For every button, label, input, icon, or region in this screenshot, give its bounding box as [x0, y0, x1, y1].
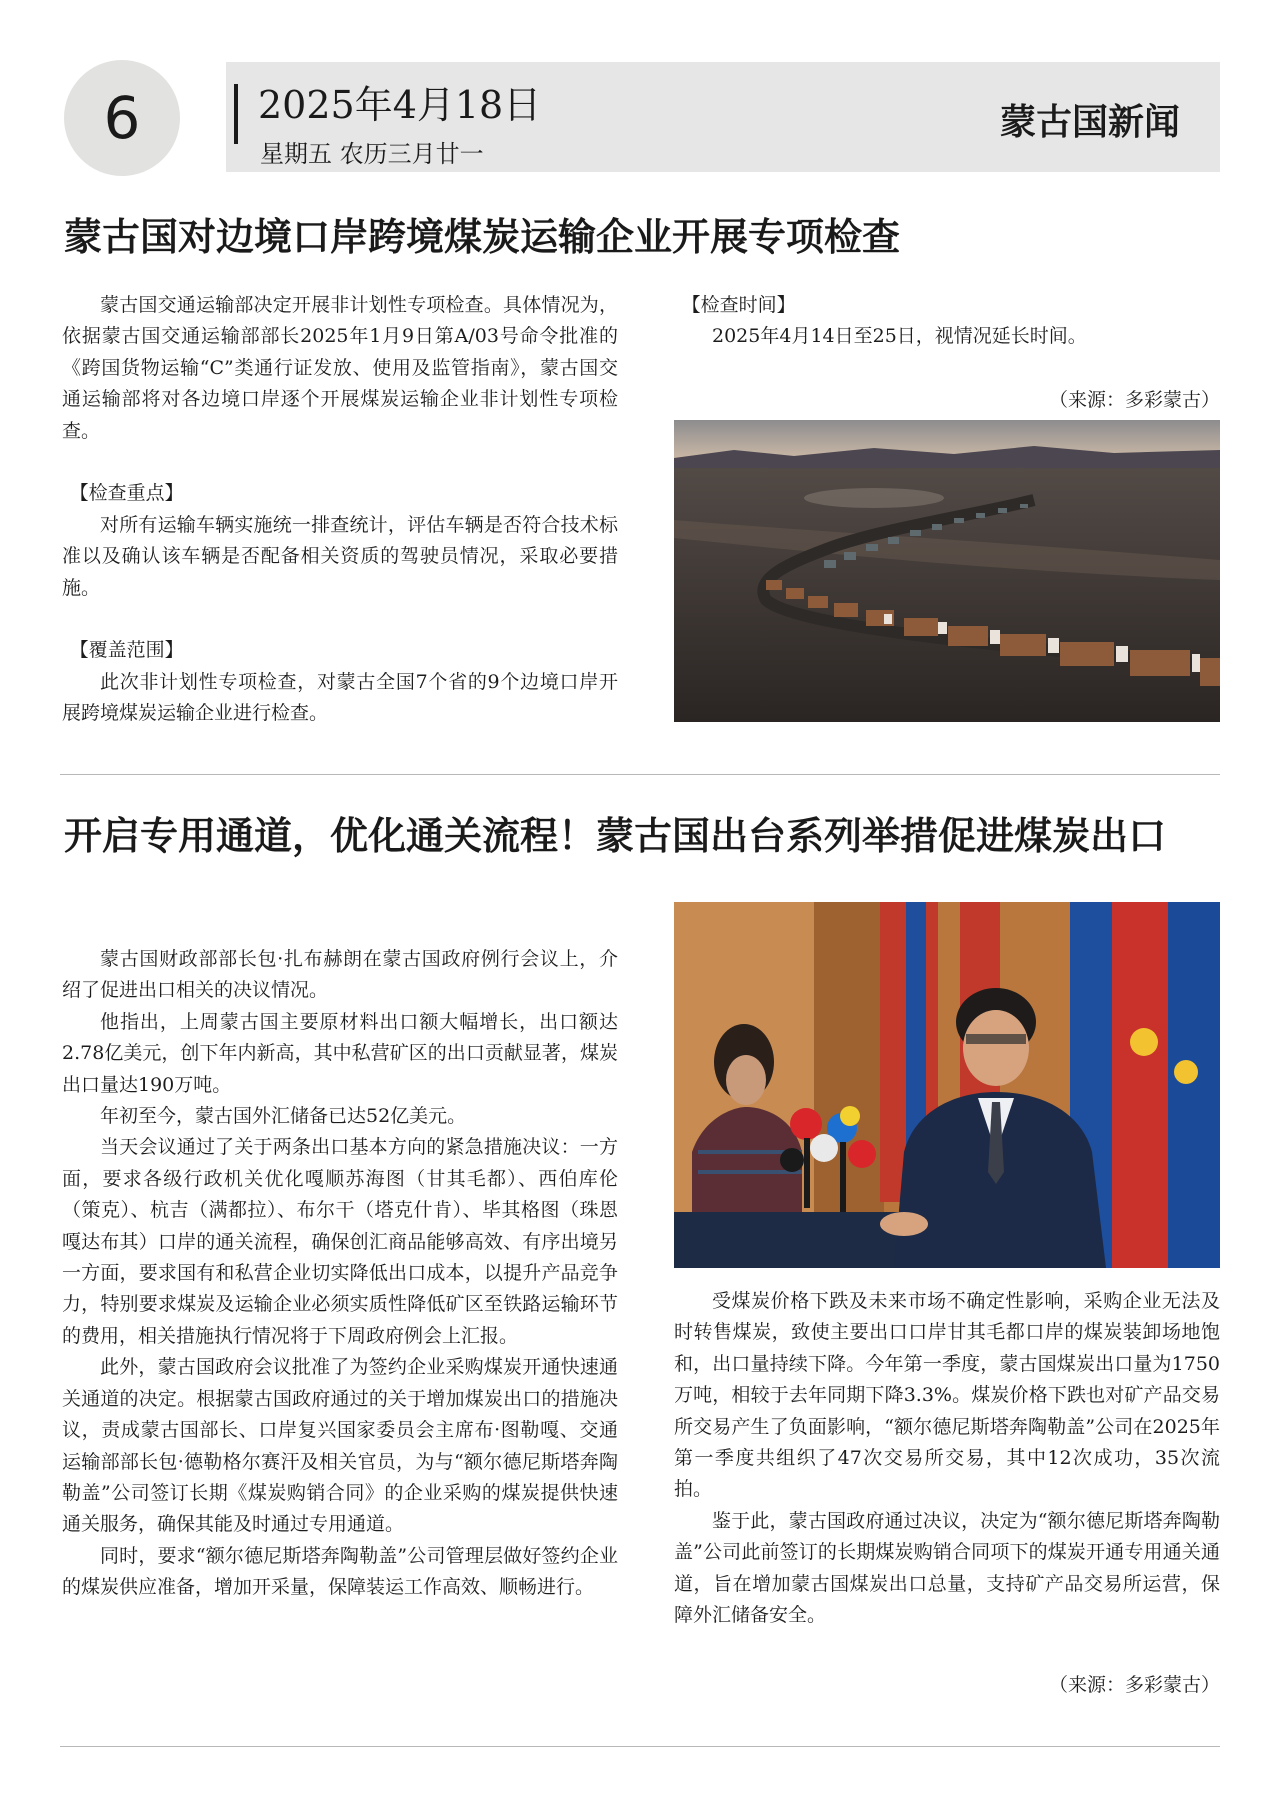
issue-date: 2025年4月18日: [258, 83, 542, 127]
article2-left-column: [62, 944, 618, 1604]
article1-scope-label: 【覆盖范围】: [69, 639, 184, 662]
article1-intro: 蒙古国交通运输部决定开展非计划性专项检查。具体情况为，依据蒙古国交通运输部部长2025年1月9日第A/03号命令批准的《跨国货物运输“C”类通行证发放、使用及监管指南》，蒙古国交通运输部将对各边境口岸逐个开展煤炭运输企业非计划性专项检查。: [62, 294, 618, 442]
coal-truck-convoy-photo: [674, 420, 1220, 722]
press-conference-photo: [674, 902, 1220, 1268]
article2-left-paragraph: 他指出，上周蒙古国主要原材料出口额大幅增长，出口额达2.78亿美元，创下年内新高，其中私营矿区的出口贡献显著，煤炭出口量达190万吨。: [62, 1010, 618, 1096]
article-divider: [60, 774, 1220, 775]
article2-source: （来源：多彩蒙古）: [1048, 1674, 1220, 1696]
article1-source: （来源：多彩蒙古）: [1048, 389, 1220, 411]
article2-title: 开启专用通道，优化通关流程！蒙古国出台系列举措促进煤炭出口: [64, 814, 1167, 858]
article2-right-paragraph: 受煤炭价格下跌及未来市场不确定性影响，采购企业无法及时转售煤炭，致使主要出口口岸甘其毛都口岸的煤炭装卸场地饱和，出口量持续下降。今年第一季度，蒙古国煤炭出口量为1750万吨，相较于去年同期下降3.3%。煤炭价格下跌也对矿产品交易所交易产生了负面影响，“额尔德尼斯塔奔陶勒盖”公司在2025年第一季度共组织了47次交易所交易，其中12次成功，35次流拍。: [674, 1290, 1220, 1501]
article2-right-paragraph: 鉴于此，蒙古国政府通过决议，决定为“额尔德尼斯塔奔陶勒盖”公司此前签订的长期煤炭购销合同项下的煤炭开通专用通关通道，旨在增加蒙古国煤炭出口总量，支持矿产品交易所运营，保障外汇储备安全。: [674, 1509, 1220, 1627]
page-bottom-divider: [60, 1746, 1220, 1747]
article1-title: 蒙古国对边境口岸跨境煤炭运输企业开展专项检查: [64, 215, 901, 259]
article1-focus-label: 【检查重点】: [69, 482, 184, 505]
page-number: 6: [64, 60, 180, 176]
article2-left-paragraph: 同时，要求“额尔德尼斯塔奔陶勒盖”公司管理层做好签约企业的煤炭供应准备，增加开采量，保障装运工作高效、顺畅进行。: [62, 1544, 618, 1599]
article1-time-text: 2025年4月14日至25日，视情况延长时间。: [712, 325, 1087, 348]
section-title: 蒙古国新闻: [999, 102, 1180, 143]
article1-scope-text: 此次非计划性专项检查，对蒙古全国7个省的9个边境口岸开展跨境煤炭运输企业进行检查。: [62, 670, 618, 725]
weekday-lunar-date: 星期五 农历三月廿一: [260, 140, 484, 168]
article2-right-column: [674, 1286, 1220, 1631]
article1-focus-text: 对所有运输车辆实施统一排查统计，评估车辆是否符合技术标准以及确认该车辆是否配备相关资质的驾驶员情况，采取必要措施。: [62, 513, 618, 599]
coal-truck-convoy-image: [674, 420, 1220, 722]
article2-left-paragraph: 蒙古国财政部部长包·扎布赫朗在蒙古国政府例行会议上，介绍了促进出口相关的决议情况。: [62, 948, 618, 1002]
article2-left-paragraph: 年初至今，蒙古国外汇储备已达52亿美元。: [100, 1105, 467, 1128]
header-divider: [234, 84, 238, 144]
article2-left-paragraph: 当天会议通过了关于两条出口基本方向的紧急措施决议：一方面，要求各级行政机关优化嘎顺苏海图（甘其毛都）、西伯库伦（策克）、杭吉（满都拉）、布尔干（塔克什肯）、毕其格图（珠恩嘎达布其）口岸的通关流程，确保创汇商品能够高效、有序出境另一方面，要求国有和私营企业切实降低出口成本，以提升产品竞争力，特别要求煤炭及运输企业必须实质性降低矿区至铁路运输环节的费用，相关措施执行情况将于下周政府例会上汇报。: [62, 1136, 618, 1347]
article1-time-label: 【检查时间】: [681, 294, 796, 316]
article1-left-column: [62, 290, 618, 730]
press-conference-image: [674, 902, 1220, 1268]
article2-left-paragraph: 此外，蒙古国政府会议批准了为签约企业采购煤炭开通快速通关通道的决定。根据蒙古国政府通过的关于增加煤炭出口的措施决议，责成蒙古国部长、口岸复兴国家委员会主席布·图勒嘎、交通运输部部长包·德勒格尔赛汗及相关官员，为与“额尔德尼斯塔奔陶勒盖”公司签订长期《煤炭购销合同》的企业采购的煤炭提供快速通关服务，确保其能及时通过专用通道。: [62, 1356, 618, 1536]
article1-right-column: [674, 290, 1220, 353]
